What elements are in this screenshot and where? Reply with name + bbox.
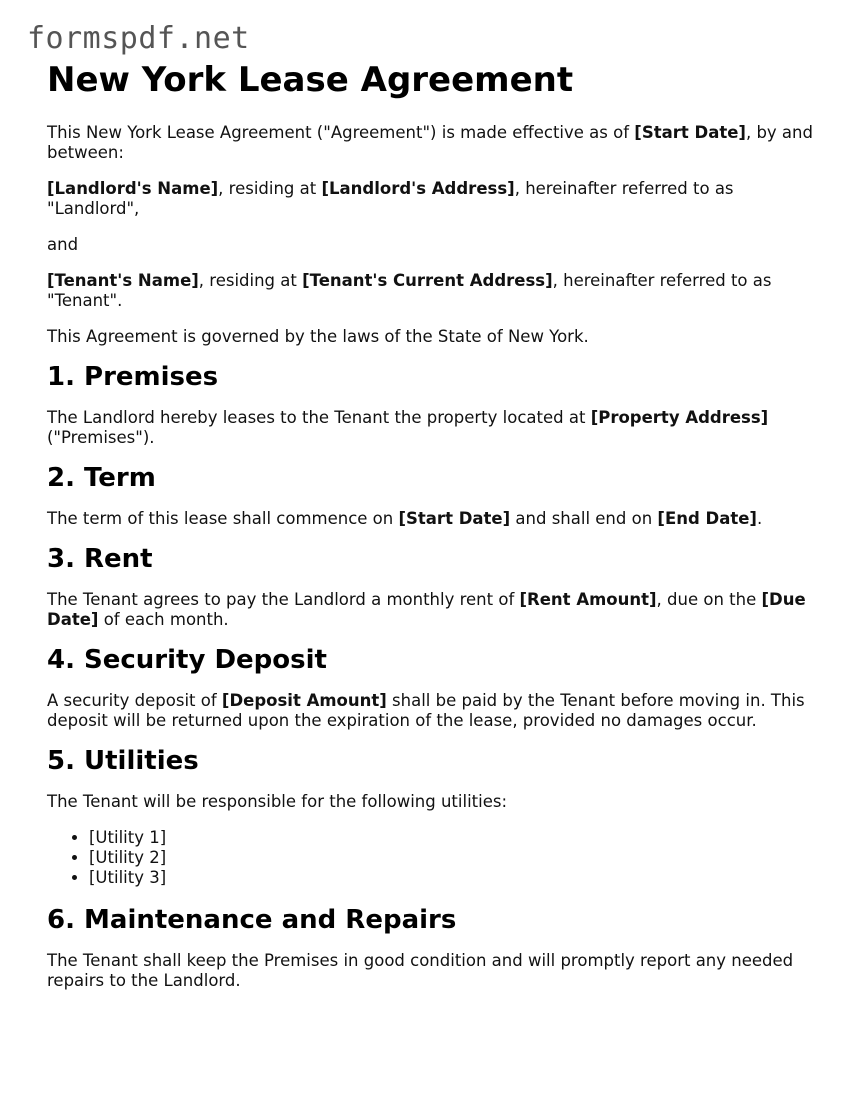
document-body bbox=[47, 60, 817, 991]
end-date-placeholder: [End Date] bbox=[657, 509, 757, 528]
document-title: New York Lease Agreement bbox=[47, 60, 574, 100]
list-item: • [Utility 2] bbox=[89, 848, 817, 868]
rent-paragraph bbox=[47, 590, 817, 630]
term-paragraph bbox=[47, 509, 817, 529]
tenant-address-placeholder: [Tenant's Current Address] bbox=[302, 271, 553, 290]
list-item: • [Utility 3] bbox=[89, 868, 817, 888]
deposit-text: A security deposit of bbox=[47, 691, 222, 710]
start-date-placeholder: [Start Date] bbox=[634, 123, 746, 142]
intro-text-end: , by and between: bbox=[47, 123, 813, 162]
rent-text-end: of each month. bbox=[98, 610, 229, 629]
section-heading-security-deposit: 4. Security Deposit bbox=[47, 645, 327, 675]
rent-amount-placeholder: [Rent Amount] bbox=[519, 590, 657, 609]
governed-paragraph: This Agreement is governed by the laws of the State of New York. bbox=[47, 327, 589, 346]
intro-text: This New York Lease Agreement ("Agreement") is made effective as of bbox=[47, 123, 635, 142]
rent-text-mid: , due on the bbox=[656, 590, 762, 609]
term-text-end: . bbox=[756, 509, 763, 528]
utilities-list bbox=[47, 828, 817, 888]
watermark: formspdf.net bbox=[27, 21, 250, 56]
landlord-text-end: , hereinafter referred to as "Landlord", bbox=[47, 179, 734, 218]
intro-paragraph bbox=[47, 123, 817, 163]
landlord-text: , residing at bbox=[218, 179, 322, 198]
premises-text-end: ("Premises"). bbox=[47, 428, 155, 447]
tenant-text: , residing at bbox=[198, 271, 303, 290]
section-heading-term: 2. Term bbox=[47, 463, 156, 493]
term-text: The term of this lease shall commence on bbox=[47, 509, 399, 528]
due-date-placeholder: [Due Date] bbox=[47, 590, 806, 629]
utilities-paragraph: The Tenant will be responsible for the following utilities: bbox=[47, 792, 508, 811]
landlord-name-placeholder: [Landlord's Name] bbox=[47, 179, 219, 198]
term-text-mid: and shall end on bbox=[510, 509, 658, 528]
deposit-text-end: shall be paid by the Tenant before moving in. This deposit will be returned upon the expiration of the lease, provided no damages occur. bbox=[47, 691, 805, 730]
and-paragraph: and bbox=[47, 235, 79, 254]
list-item: • [Utility 1] bbox=[89, 828, 817, 848]
premises-paragraph bbox=[47, 408, 817, 448]
landlord-address-placeholder: [Landlord's Address] bbox=[321, 179, 515, 198]
term-start-date-placeholder: [Start Date] bbox=[398, 509, 511, 528]
rent-text: The Tenant agrees to pay the Landlord a monthly rent of bbox=[47, 590, 520, 609]
premises-text: The Landlord hereby leases to the Tenant the property located at bbox=[47, 408, 591, 427]
section-heading-rent: 3. Rent bbox=[47, 544, 153, 574]
tenant-name-placeholder: [Tenant's Name] bbox=[47, 271, 199, 290]
section-heading-utilities: 5. Utilities bbox=[47, 746, 199, 776]
tenant-text-end: , hereinafter referred to as "Tenant". bbox=[47, 271, 772, 310]
landlord-paragraph bbox=[47, 179, 817, 219]
property-address-placeholder: [Property Address] bbox=[590, 408, 769, 427]
section-heading-premises: 1. Premises bbox=[47, 362, 219, 392]
section-heading-maintenance: 6. Maintenance and Repairs bbox=[47, 905, 457, 935]
deposit-amount-placeholder: [Deposit Amount] bbox=[221, 691, 387, 710]
maintenance-paragraph: The Tenant shall keep the Premises in good condition and will promptly report any needed repairs to the Landlord. bbox=[47, 951, 794, 990]
tenant-paragraph bbox=[47, 271, 817, 311]
deposit-paragraph bbox=[47, 691, 827, 731]
